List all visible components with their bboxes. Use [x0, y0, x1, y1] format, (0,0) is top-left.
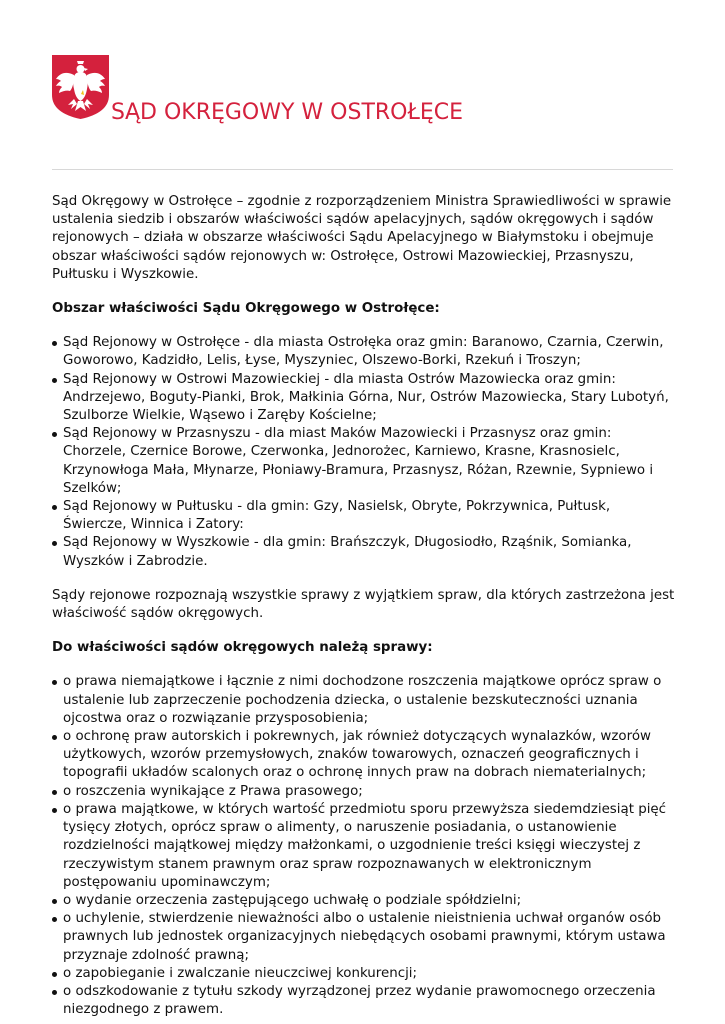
list-item: o ochronę praw autorskich i pokrewnych, jak również dotyczących wynalazków, wzorów użytkowych, wzorów przemysłowych, znaków towarowych, oznaczeń geograficznych i topografii układów scalonych oraz o ochronę innych praw na dobrach niematerialnych; — [52, 728, 677, 783]
district-courts-list — [52, 334, 677, 571]
list-item: o uchylenie, stwierdzenie nieważności albo o ustalenie nieistnienia uchwał organów osób prawnych lub jednostek organizacyjnych niebędących osobami prawnymi, którym ustawa przyznaje zdolność prawną; — [52, 910, 677, 965]
list-item: Sąd Rejonowy w Przasnyszu - dla miast Maków Mazowiecki i Przasnysz oraz gmin: Chorzele, Czernice Borowe, Czerwonka, Jednorożec, Karniewo, Krasne, Krasnosielc, Krzynowłoga Mała, Młynarze, Płoniawy-Bramura, Przasnysz, Różan, Rzewnie, Sypniewo i Szelków; — [52, 425, 677, 498]
list-item: o odszkodowanie z tytułu szkody wyrządzonej przez wydanie prawomocnego orzeczenia niezgodnego z prawem. — [52, 983, 677, 1019]
section-heading-jurisdiction: Obszar właściwości Sądu Okręgowego w Ostrołęce: — [52, 301, 440, 317]
list-item: o prawa niemajątkowe i łącznie z nimi dochodzone roszczenia majątkowe oprócz spraw o ustalenie lub zaprzeczenie pochodzenia dziecka, o ustalenie bezskuteczności uznania ojcostwa oraz o rozwiązanie przysposobienia; — [52, 673, 677, 728]
section-heading-competence: Do właściwości sądów okręgowych należą sprawy: — [52, 640, 433, 656]
court-title: SĄD OKRĘGOWY W OSTROŁĘCE — [111, 100, 464, 125]
list-item: Sąd Rejonowy w Wyszkowie - dla gmin: Brańszczyk, Długosiodło, Rząśnik, Somianka, Wyszków i Zabrodzie. — [52, 534, 677, 570]
list-item: Sąd Rejonowy w Pułtusku - dla gmin: Gzy, Nasielsk, Obryte, Pokrzywnica, Pułtusk, Świercze, Winnica i Zatory: — [52, 498, 677, 534]
list-item: o zapobieganie i zwalczanie nieuczciwej konkurencji; — [52, 965, 677, 983]
district-courts-note: Sądy rejonowe rozpoznają wszystkie sprawy z wyjątkiem spraw, dla których zastrzeżona jest właściwość sądów okręgowych. — [52, 587, 675, 622]
header-divider — [52, 169, 673, 170]
list-item: o prawa majątkowe, w których wartość przedmiotu sporu przewyższa siedemdziesiąt pięć tysięcy złotych, oprócz spraw o alimenty, o naruszenie posiadania, o ustanowienie rozdzielności majątkowej między małżonkami, o uzgodnienie treści księgi wieczystej z rzeczywistym stanem prawnym oraz spraw rozpoznawanych w elektronicznym postępowaniu upominawczym; — [52, 801, 677, 892]
list-item: Sąd Rejonowy w Ostrołęce - dla miasta Ostrołęka oraz gmin: Baranowo, Czarnia, Czerwin, Goworowo, Kadzidło, Lelis, Łyse, Myszyniec, Olszewo-Borki, Rzekuń i Troszyn; — [52, 334, 677, 370]
list-item: o wydanie orzeczenia zastępującego uchwałę o podziale spółdzielni; — [52, 892, 677, 910]
document-body — [52, 193, 677, 1019]
intro-paragraph: Sąd Okręgowy w Ostrołęce – zgodnie z rozporządzeniem Ministra Sprawiedliwości w sprawie ustalenia siedzib i obszarów właściwości sądów apelacyjnych, sądów okręgowych i sądów rejonowych – działa w obszarze właściwości Sądu Apelacyjnego w Białymstoku i obejmuje obszar właściwości sądów rejonowych w: Ostrołęce, Ostrowi Mazowieckiej, Przasnyszu, Pułtusku i Wyszkowie. — [52, 194, 672, 282]
competence-list — [52, 673, 677, 1019]
list-item: o roszczenia wynikające z Prawa prasowego; — [52, 783, 677, 801]
polish-eagle-emblem-icon — [52, 55, 109, 119]
list-item: Sąd Rejonowy w Ostrowi Mazowieckiej - dla miasta Ostrów Mazowiecka oraz gmin: Andrzejewo, Boguty-Pianki, Brok, Małkinia Górna, Nur, Ostrów Mazowiecka, Stary Lubotyń, Szulborze Wielkie, Wąsewo i Zaręby Kościelne; — [52, 371, 677, 426]
